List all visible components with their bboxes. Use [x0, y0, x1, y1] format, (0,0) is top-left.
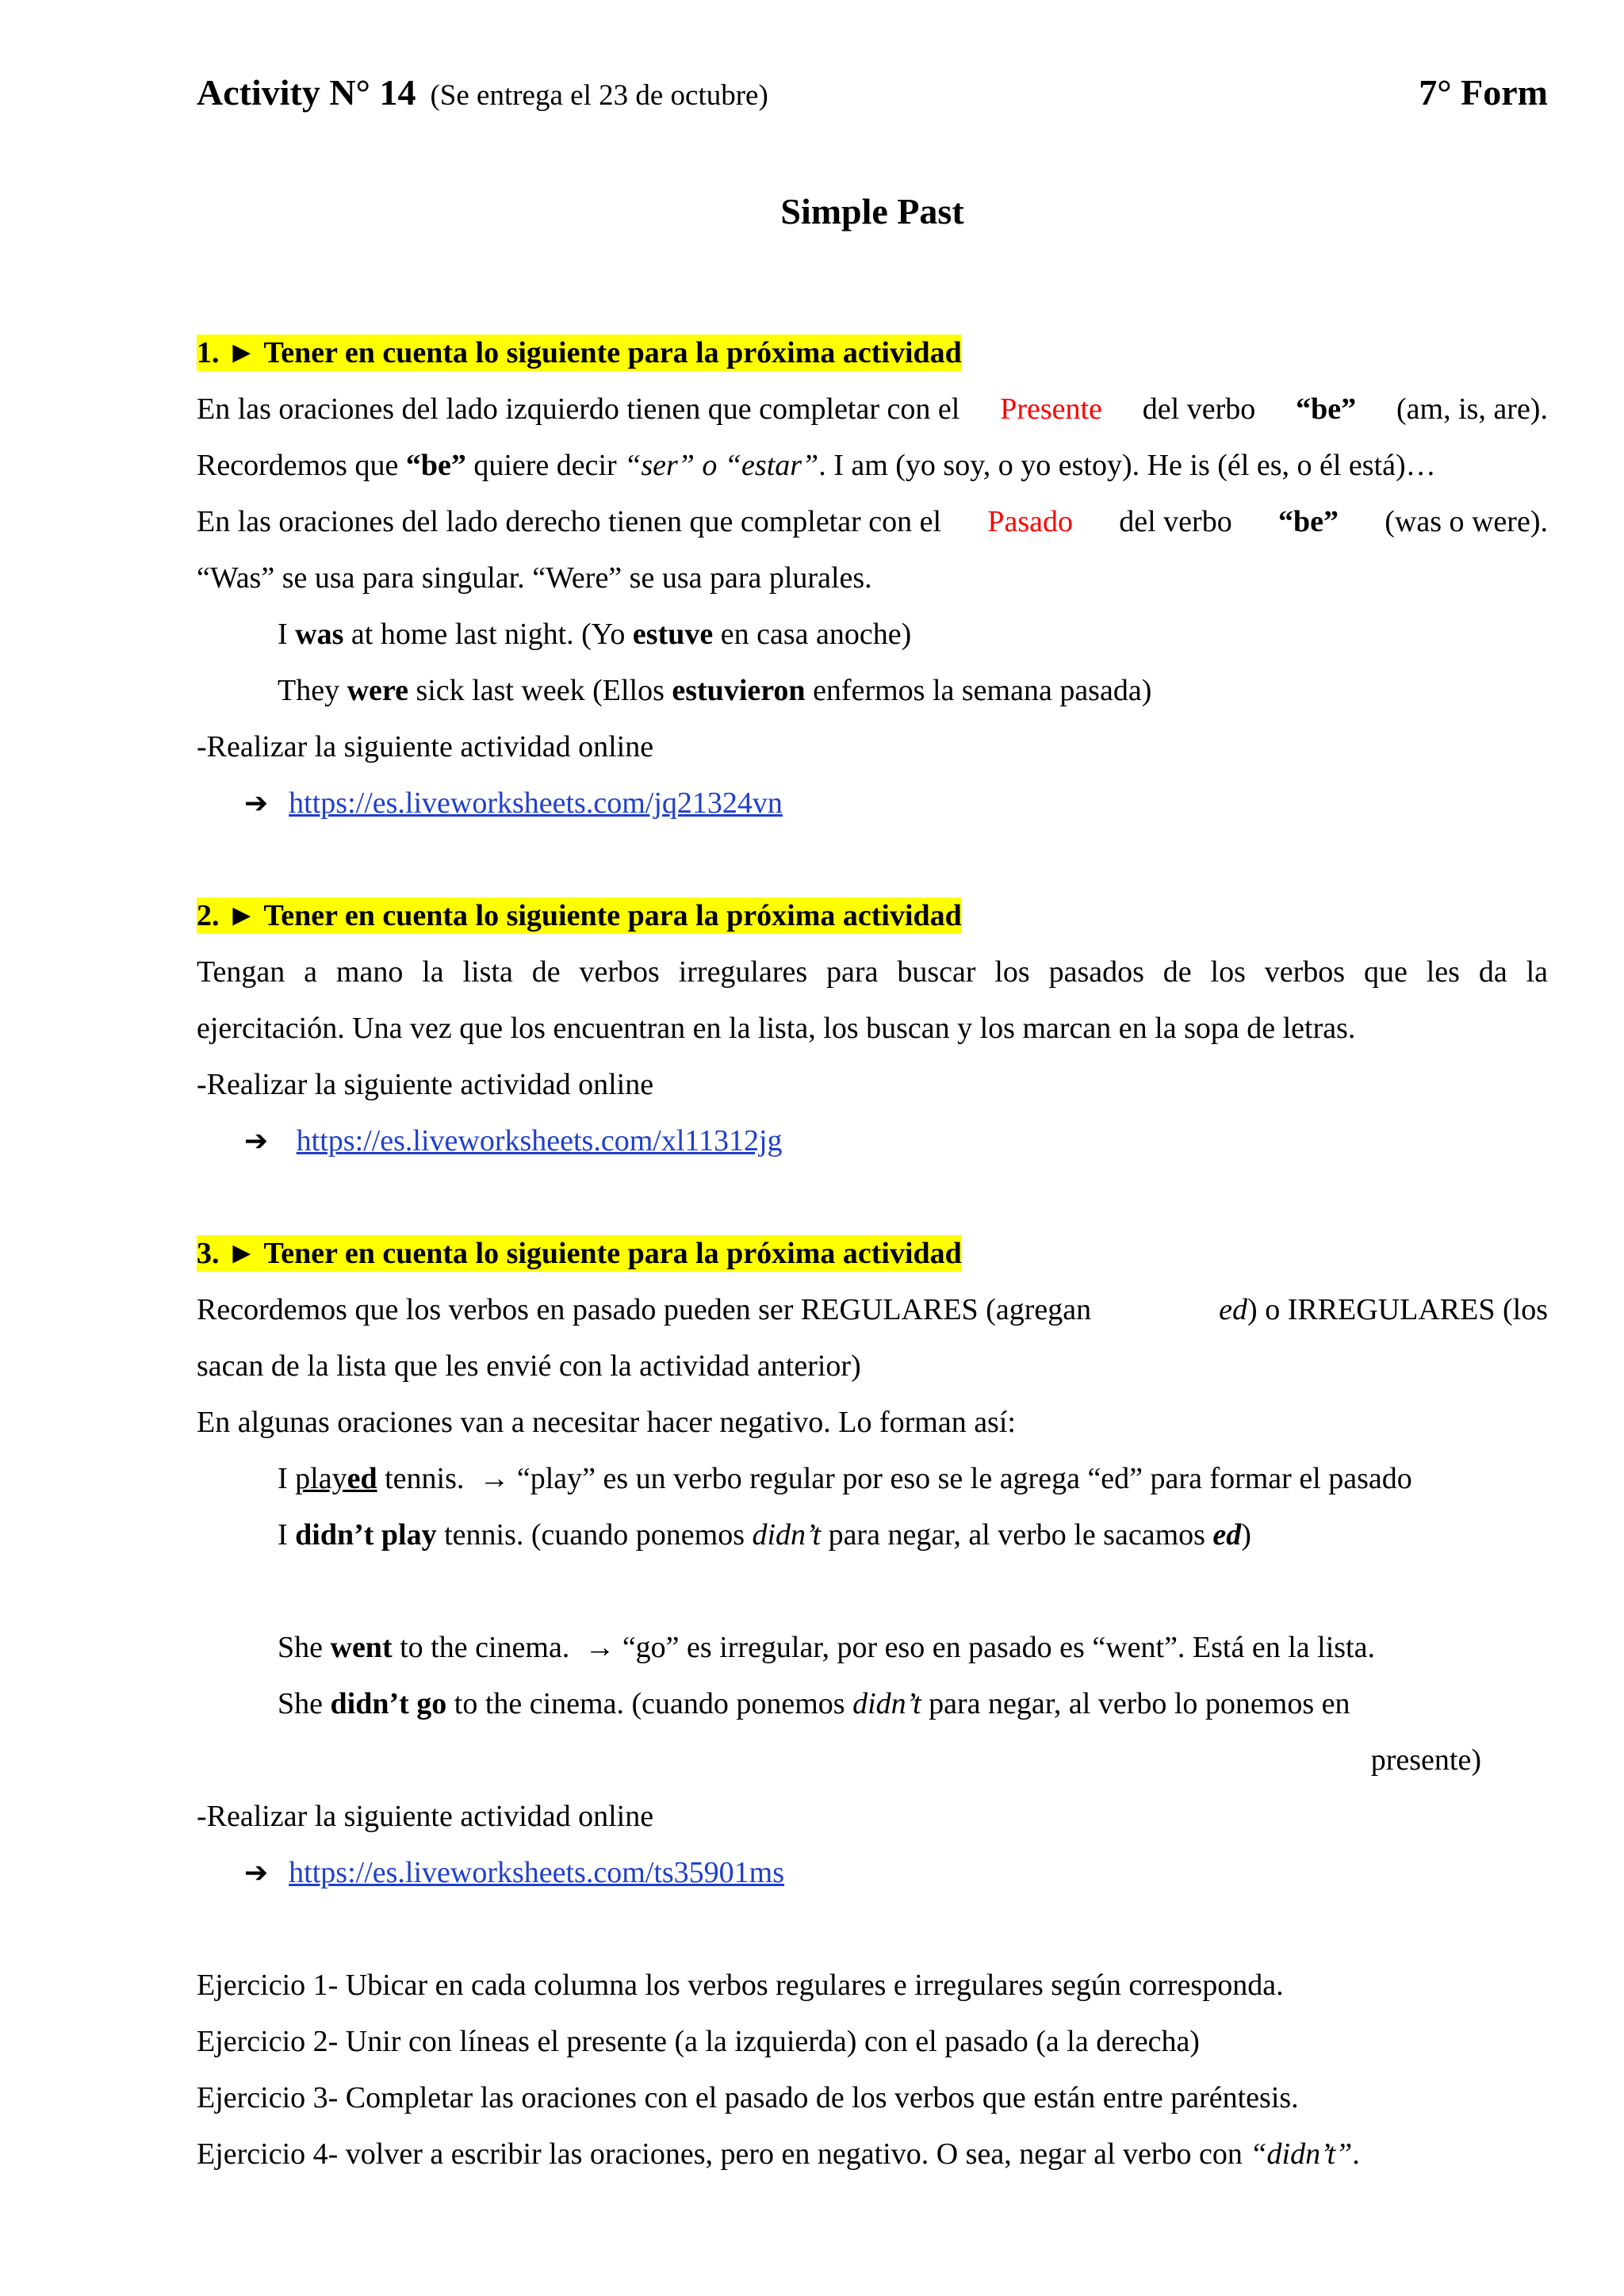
due-date: (Se entrega el 23 de octubre) [430, 79, 768, 112]
section-3-example-2 [197, 1507, 1548, 1563]
text: (was o were). [1385, 505, 1548, 538]
section-3-line-1 [197, 1282, 1548, 1338]
present-word: Presente [1000, 392, 1102, 426]
section-1-heading [197, 325, 1548, 381]
be-word: “be” [1277, 505, 1339, 538]
section-3-line-2: sacan de la lista que les envié con la actividad anterior) [197, 1349, 861, 1383]
text: “go” es irregular, por eso en pasado es “went”. Está en la lista. [622, 1631, 1375, 1664]
text: en casa anoche) [720, 618, 912, 651]
section-2-line-2: ejercitación. Una vez que los encuentran en la lista, los buscan y los marcan en la sopa de letras. [197, 1012, 1356, 1045]
play-marker-icon: ► [227, 1237, 257, 1270]
arrow-right-icon: → [479, 1462, 510, 1495]
arrow-right-icon: ➔ [244, 787, 269, 820]
was-word: was [295, 618, 344, 651]
section-3-link-row [197, 1845, 1548, 1901]
text: . I am (yo soy, o yo estoy). He is (él es, o él está)… [818, 449, 1436, 482]
section-1-link-row [197, 775, 1548, 832]
were-word: were [347, 674, 408, 707]
text: I [278, 618, 288, 651]
didnt-go: didn’t go [330, 1687, 447, 1720]
text: They [278, 674, 340, 707]
text: ) [1241, 1518, 1251, 1552]
header [197, 71, 1548, 127]
section-2-link-row [197, 1113, 1548, 1169]
exercise-2: Ejercicio 2- Unir con líneas el presente (a la izquierda) con el pasado (a la derecha) [197, 2025, 1200, 2058]
text: “play” es un verbo regular por eso se le agrega “ed” para formar el pasado [516, 1462, 1412, 1495]
text: to the cinema. (cuando ponemos [454, 1687, 845, 1720]
form-label: 7° Form [1419, 72, 1548, 113]
section-3-highlight [197, 1235, 962, 1272]
section-1-line-2 [197, 438, 1548, 494]
text: at home last night. (Yo [350, 618, 626, 651]
section-1-highlight [197, 335, 962, 371]
text: tennis. [385, 1462, 465, 1495]
text: . [1352, 2137, 1360, 2171]
played-word [295, 1462, 377, 1495]
text: I [278, 1518, 288, 1552]
didnt-word: didn’t [852, 1687, 921, 1720]
activity-number: Activity N° 14 [197, 72, 416, 113]
didnt-word: didn’t [752, 1518, 822, 1552]
section-3-link[interactable]: https://es.liveworksheets.com/ts35901ms [289, 1856, 785, 1889]
ed-suffix: ed [1219, 1293, 1248, 1326]
ed-suffix: ed [1212, 1518, 1242, 1552]
section-1-line-4: “Was” se usa para singular. “Were” se usa para plurales. [197, 561, 872, 595]
arrow-right-icon: → [584, 1631, 615, 1664]
section-2-link[interactable]: https://es.liveworksheets.com/xl11312jg [296, 1124, 783, 1158]
page-title: Simple Past [780, 191, 964, 232]
text: to the cinema. [400, 1631, 570, 1664]
section-1-heading-text: Tener en cuenta lo siguiente para la próxima actividad [263, 336, 962, 369]
text: sick last week (Ellos [416, 674, 665, 707]
text: Ejercicio 4- volver a escribir las oraciones, pero en negativo. O sea, negar al verbo con [197, 2137, 1243, 2171]
text: para negar, al verbo lo ponemos en [929, 1687, 1350, 1720]
estuvieron-word: estuvieron [672, 674, 806, 707]
be-word: “be” [1296, 392, 1357, 426]
section-2-line-1: Tengan a mano la lista de verbos irregulares para buscar los pasados de los verbos que les da la [197, 955, 1548, 989]
section-1-instruction: -Realizar la siguiente actividad online [197, 730, 654, 763]
section-3-number: 3. [197, 1237, 220, 1270]
header-left [197, 71, 768, 113]
section-1-line-3 [197, 494, 1548, 550]
section-3-example-3 [197, 1620, 1548, 1676]
estuve-word: estuve [632, 618, 714, 651]
ed-part: ed [347, 1462, 377, 1495]
spacer [197, 1169, 1548, 1226]
section-1-number: 1. [197, 336, 220, 369]
section-1-line-1 [197, 381, 1548, 438]
section-3-heading-text: Tener en cuenta lo siguiente para la próxima actividad [263, 1237, 962, 1270]
text: ) o IRREGULARES (los [1247, 1293, 1548, 1326]
play-marker-icon: ► [227, 336, 257, 369]
text: She [278, 1631, 323, 1664]
section-2-number: 2. [197, 899, 220, 932]
ser-estar: “ser” o “estar” [624, 449, 819, 482]
text: para negar, al verbo le sacamos [828, 1518, 1205, 1552]
section-2-heading-text: Tener en cuenta lo siguiente para la próxima actividad [263, 899, 962, 932]
text: I [278, 1462, 288, 1495]
section-3-example-4 [197, 1676, 1548, 1732]
section-1-link[interactable]: https://es.liveworksheets.com/jq21324vn [289, 786, 783, 820]
text: Recordemos que [197, 449, 399, 482]
went-word: went [330, 1631, 393, 1664]
section-1-example-1 [197, 607, 1548, 663]
past-word: Pasado [987, 505, 1073, 538]
didnt-word: “didn’t” [1250, 2137, 1353, 2171]
section-3-example-4-end: presente) [1370, 1743, 1481, 1777]
spacer [197, 1563, 1548, 1620]
text: del verbo [1119, 505, 1232, 538]
text: enfermos la semana pasada) [813, 674, 1152, 707]
spacer [197, 832, 1548, 888]
text: Recordemos que los verbos en pasado pueden ser REGULARES (agregan [197, 1293, 1092, 1326]
text: del verbo [1142, 392, 1256, 426]
text: (am, is, are). [1396, 392, 1548, 426]
play-marker-icon: ► [227, 899, 257, 932]
document-page [197, 71, 1548, 2183]
section-1-example-2 [197, 663, 1548, 719]
spacer [197, 239, 1548, 325]
spacer [197, 1901, 1548, 1957]
didnt-play: didn’t play [295, 1518, 437, 1552]
arrow-right-icon: ➔ [244, 1857, 269, 1889]
play-part: play [295, 1462, 347, 1495]
be-word: “be” [405, 449, 466, 482]
arrow-right-icon: ➔ [244, 1125, 269, 1158]
exercise-3: Ejercicio 3- Completar las oraciones con el pasado de los verbos que están entre paréntesis. [197, 2081, 1299, 2114]
section-2-highlight [197, 897, 962, 934]
section-3-instruction: -Realizar la siguiente actividad online [197, 1800, 654, 1833]
text: tennis. (cuando ponemos [444, 1518, 745, 1552]
text: She [278, 1687, 323, 1720]
section-2-instruction: -Realizar la siguiente actividad online [197, 1068, 654, 1101]
exercise-4 [197, 2126, 1548, 2183]
section-2-heading [197, 888, 1548, 944]
exercise-1: Ejercicio 1- Ubicar en cada columna los verbos regulares e irregulares según corresponda. [197, 1969, 1284, 2002]
text: quiere decir [473, 449, 617, 482]
text: En las oraciones del lado derecho tienen que completar con el [197, 505, 942, 538]
text: En las oraciones del lado izquierdo tienen que completar con el [197, 392, 960, 426]
section-3-line-3: En algunas oraciones van a necesitar hacer negativo. Lo forman así: [197, 1406, 1016, 1439]
section-3-heading [197, 1226, 1548, 1282]
section-3-example-1 [197, 1451, 1548, 1507]
